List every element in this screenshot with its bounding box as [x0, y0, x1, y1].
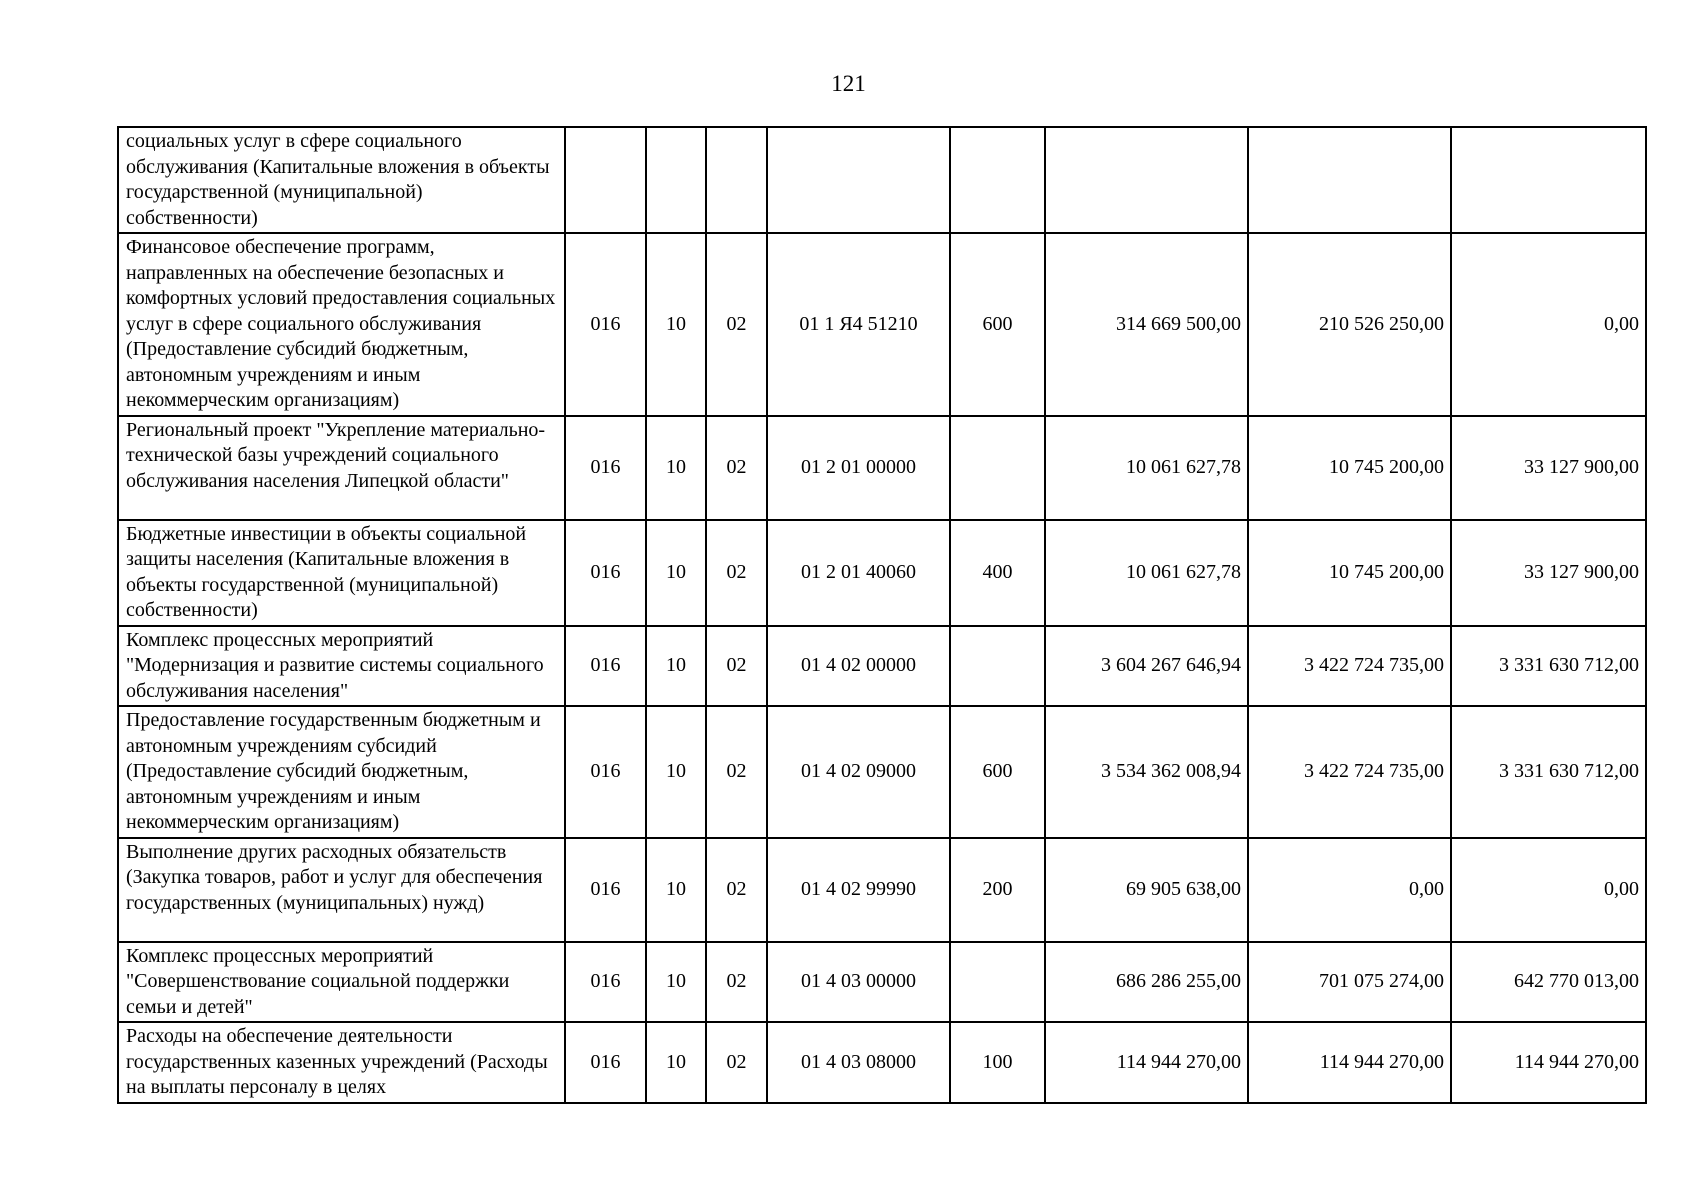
ministry-code: 016 [565, 233, 646, 416]
ministry-code: 016 [565, 626, 646, 707]
row-description: Комплекс процессных мероприятий "Совершенствование социальной поддержки семьи и детей" [118, 942, 565, 1023]
amount-2: 210 526 250,00 [1248, 233, 1451, 416]
expense-type-code: 600 [950, 706, 1045, 838]
amount-3: 33 127 900,00 [1451, 416, 1646, 520]
table-body [118, 127, 1646, 1103]
amount-2: 10 745 200,00 [1248, 520, 1451, 626]
amount-1: 69 905 638,00 [1045, 838, 1248, 942]
amount-2 [1248, 127, 1451, 233]
budget-table [117, 126, 1647, 1104]
table-row [118, 838, 1646, 942]
section-code: 10 [646, 838, 706, 942]
target-article-code: 01 1 Я4 51210 [767, 233, 950, 416]
table-row [118, 520, 1646, 626]
section-code: 10 [646, 626, 706, 707]
row-description: Комплекс процессных мероприятий "Модернизация и развитие системы социального обслуживания населения" [118, 626, 565, 707]
ministry-code: 016 [565, 942, 646, 1023]
expense-type-code [950, 626, 1045, 707]
amount-1: 10 061 627,78 [1045, 416, 1248, 520]
amount-3: 0,00 [1451, 838, 1646, 942]
subsection-code: 02 [706, 838, 767, 942]
amount-3: 3 331 630 712,00 [1451, 706, 1646, 838]
amount-3: 0,00 [1451, 233, 1646, 416]
subsection-code: 02 [706, 942, 767, 1023]
amount-1: 3 604 267 646,94 [1045, 626, 1248, 707]
amount-2: 0,00 [1248, 838, 1451, 942]
subsection-code: 02 [706, 520, 767, 626]
table-row [118, 942, 1646, 1023]
expense-type-code [950, 942, 1045, 1023]
amount-3: 114 944 270,00 [1451, 1022, 1646, 1103]
subsection-code: 02 [706, 626, 767, 707]
amount-1: 686 286 255,00 [1045, 942, 1248, 1023]
subsection-code: 02 [706, 233, 767, 416]
row-description: Предоставление государственным бюджетным и автономным учреждениям субсидий (Предоставление субсидий бюджетным, автономным учреждениям и иным некоммерческим организациям) [118, 706, 565, 838]
section-code: 10 [646, 1022, 706, 1103]
amount-3: 3 331 630 712,00 [1451, 626, 1646, 707]
section-code: 10 [646, 706, 706, 838]
row-description: Бюджетные инвестиции в объекты социальной защиты населения (Капитальные вложения в объекты государственной (муниципальной) собственности) [118, 520, 565, 626]
amount-1: 114 944 270,00 [1045, 1022, 1248, 1103]
ministry-code [565, 127, 646, 233]
page-number: 121 [831, 71, 866, 96]
amount-2: 3 422 724 735,00 [1248, 706, 1451, 838]
subsection-code: 02 [706, 416, 767, 520]
target-article-code: 01 4 03 00000 [767, 942, 950, 1023]
target-article-code: 01 4 02 00000 [767, 626, 950, 707]
subsection-code: 02 [706, 1022, 767, 1103]
table-row [118, 416, 1646, 520]
target-article-code: 01 4 03 08000 [767, 1022, 950, 1103]
amount-1: 10 061 627,78 [1045, 520, 1248, 626]
table-row [118, 127, 1646, 233]
ministry-code: 016 [565, 706, 646, 838]
section-code: 10 [646, 416, 706, 520]
row-description: Региональный проект "Укрепление материально-технической базы учреждений социального обслуживания населения Липецкой области" [118, 416, 565, 520]
amount-1: 314 669 500,00 [1045, 233, 1248, 416]
row-description: социальных услуг в сфере социального обслуживания (Капитальные вложения в объекты государственной (муниципальной) собственности) [118, 127, 565, 233]
ministry-code: 016 [565, 1022, 646, 1103]
amount-2: 3 422 724 735,00 [1248, 626, 1451, 707]
expense-type-code: 600 [950, 233, 1045, 416]
ministry-code: 016 [565, 416, 646, 520]
section-code [646, 127, 706, 233]
amount-3 [1451, 127, 1646, 233]
row-description: Расходы на обеспечение деятельности государственных казенных учреждений (Расходы на выплаты персоналу в целях [118, 1022, 565, 1103]
table-row [118, 706, 1646, 838]
section-code: 10 [646, 942, 706, 1023]
section-code: 10 [646, 520, 706, 626]
amount-2: 701 075 274,00 [1248, 942, 1451, 1023]
expense-type-code: 100 [950, 1022, 1045, 1103]
amount-1: 3 534 362 008,94 [1045, 706, 1248, 838]
subsection-code [706, 127, 767, 233]
target-article-code: 01 2 01 00000 [767, 416, 950, 520]
amount-2: 10 745 200,00 [1248, 416, 1451, 520]
target-article-code [767, 127, 950, 233]
row-description: Выполнение других расходных обязательств (Закупка товаров, работ и услуг для обеспечения государственных (муниципальных) нужд) [118, 838, 565, 942]
amount-2: 114 944 270,00 [1248, 1022, 1451, 1103]
expense-type-code: 200 [950, 838, 1045, 942]
target-article-code: 01 2 01 40060 [767, 520, 950, 626]
section-code: 10 [646, 233, 706, 416]
subsection-code: 02 [706, 706, 767, 838]
table-row [118, 626, 1646, 707]
table-row [118, 233, 1646, 416]
amount-1 [1045, 127, 1248, 233]
expense-type-code [950, 127, 1045, 233]
expense-type-code: 400 [950, 520, 1045, 626]
target-article-code: 01 4 02 99990 [767, 838, 950, 942]
table-row [118, 1022, 1646, 1103]
amount-3: 33 127 900,00 [1451, 520, 1646, 626]
row-description: Финансовое обеспечение программ, направленных на обеспечение безопасных и комфортных условий предоставления социальных услуг в сфере социального обслуживания (Предоставление субсидий бюджетным, автономным учреждениям и иным некоммерческим организациям) [118, 233, 565, 416]
ministry-code: 016 [565, 838, 646, 942]
ministry-code: 016 [565, 520, 646, 626]
expense-type-code [950, 416, 1045, 520]
amount-3: 642 770 013,00 [1451, 942, 1646, 1023]
target-article-code: 01 4 02 09000 [767, 706, 950, 838]
